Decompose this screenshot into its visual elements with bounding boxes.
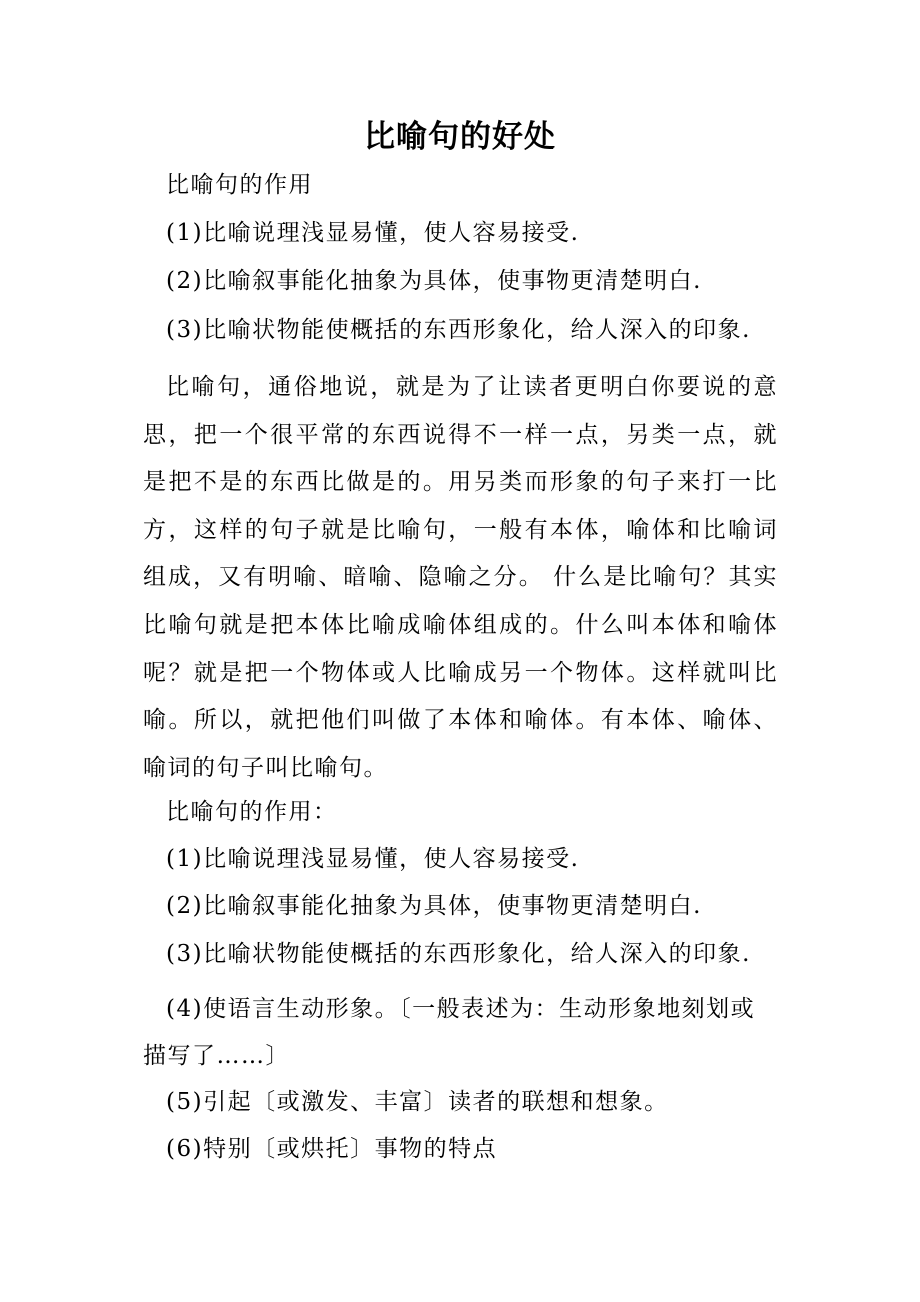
section1-item-2: (2)比喻叙事能化抽象为具体，使事物更清楚明白. [166, 268, 702, 294]
section2-item-1: (1)比喻说理浅显易懂，使人容易接受. [166, 846, 580, 872]
section2-item-3: (3)比喻状物能使概括的东西形象化，给人深入的印象. [166, 941, 751, 967]
body-paragraph: 比喻句，通俗地说，就是为了让读者更明白你要说的意思，把一个很平常的东西说得不一样一点，另类一点，就是把不是的东西比做是的。用另类而形象的句子来打一比方，这样的句子就是比喻句，一般有本体，喻体和比喻词组成，又有明喻、暗喻、隐喻之分。 什么是比喻句？其实比喻句就是把本体比喻成喻体组成的。什么叫本体和喻体呢？就是把一个物体或人比喻成另一个物体。这样就叫比喻。所以，就把他们叫做了本体和喻体。有本体、喻体、喻词的句子叫比喻句。 [143, 374, 778, 781]
section1-item-3: (3)比喻状物能使概括的东西形象化，给人深入的印象. [166, 317, 751, 343]
page-title: 比喻句的好处 [364, 119, 556, 155]
section2-item-4: (4)使语言生动形象。〔一般表述为：生动形象地刻划或描写了……〕 [143, 996, 756, 1069]
section2-item-2: (2)比喻叙事能化抽象为具体，使事物更清楚明白. [166, 893, 702, 919]
section2-item-6: (6)特别〔或烘托〕事物的特点 [166, 1136, 498, 1162]
section1-heading: 比喻句的作用 [166, 172, 313, 198]
section2-heading: 比喻句的作用： [166, 799, 338, 825]
section2-item-5: (5)引起〔或激发、丰富〕读者的联想和想象。 [166, 1089, 669, 1115]
section1-item-1: (1)比喻说理浅显易懂，使人容易接受. [166, 220, 580, 246]
